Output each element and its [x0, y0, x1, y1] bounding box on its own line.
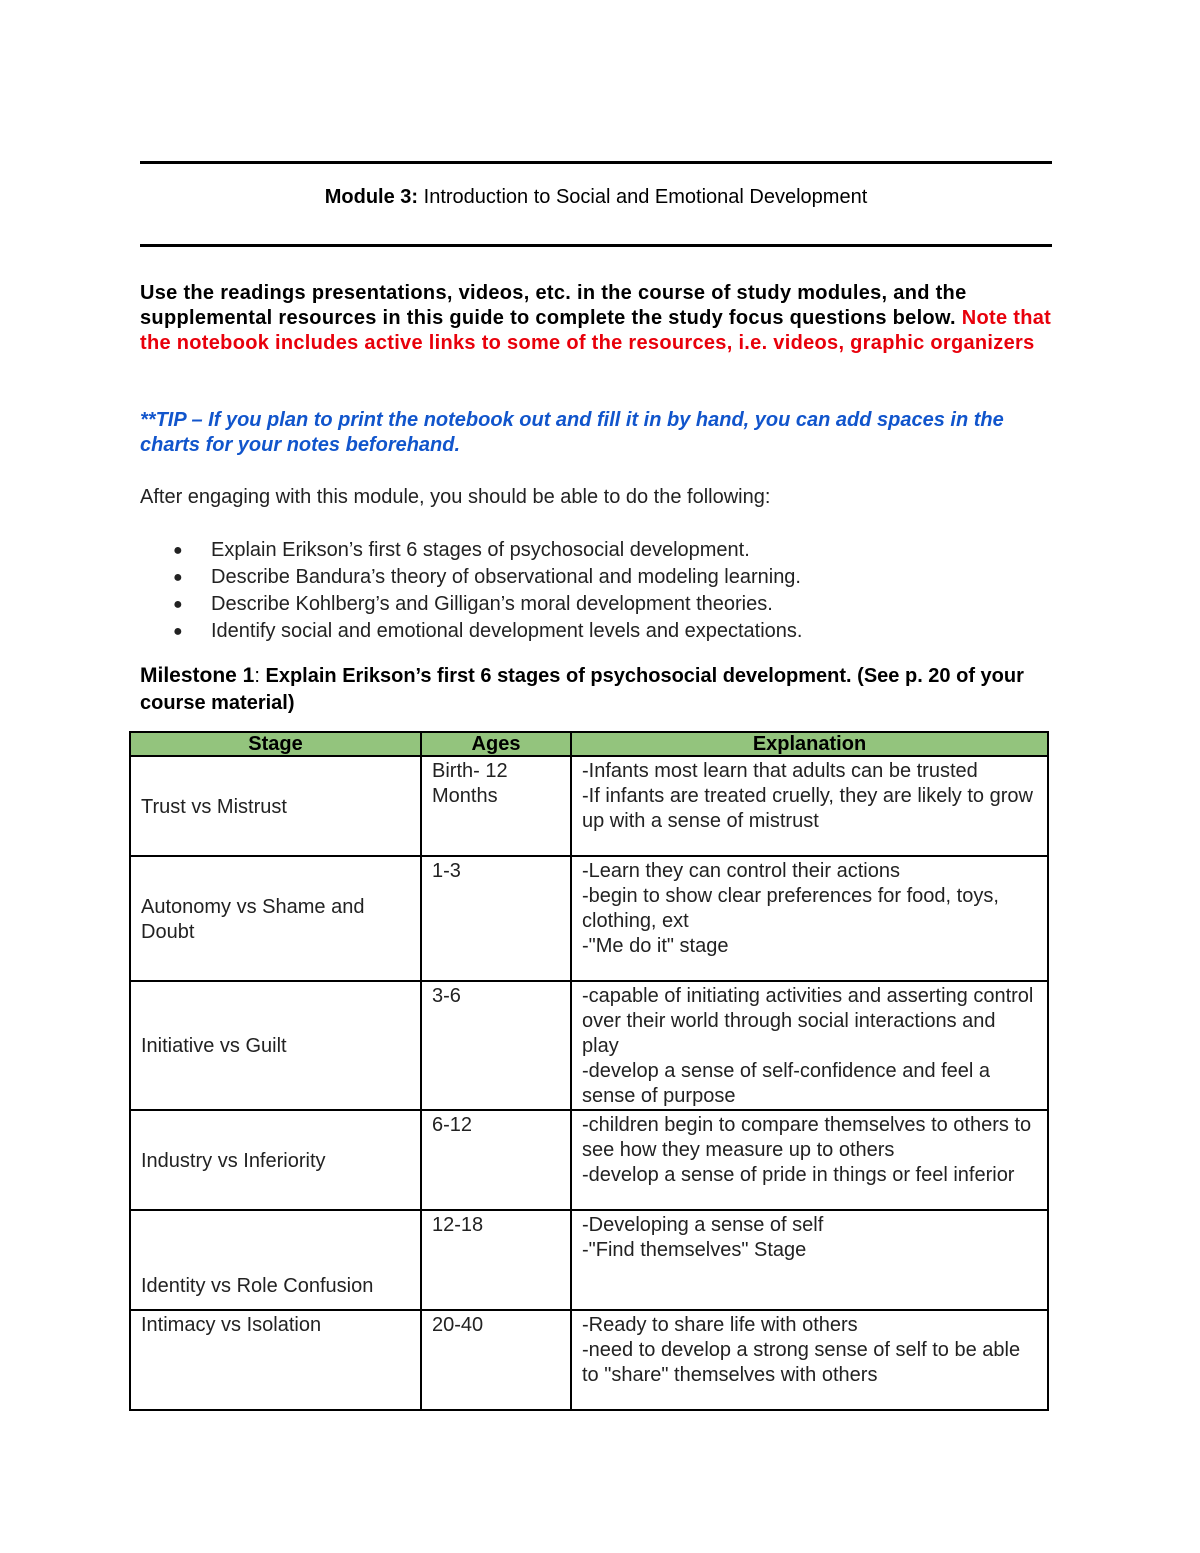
- explanation-line: -develop a sense of pride in things or feel inferior: [582, 1164, 1015, 1186]
- objectives-list: [140, 537, 1055, 645]
- module-title: [140, 184, 1052, 210]
- objective-text: Describe Kohlberg’s and Gilligan’s moral development theories.: [211, 593, 773, 615]
- explanation-line: -begin to show clear preferences for food, toys, clothing, ext: [582, 885, 999, 932]
- table-row: [130, 856, 1048, 981]
- objective-text: Identify social and emotional development levels and expectations.: [211, 620, 803, 642]
- table-header-row: [130, 732, 1048, 756]
- table-row: [130, 1210, 1048, 1310]
- table-row: [130, 1110, 1048, 1210]
- header-explanation: Explanation: [571, 732, 1048, 756]
- explanation-cell: [571, 981, 1048, 1110]
- ages-cell: Birth- 12 Months: [421, 756, 571, 856]
- list-item: [140, 537, 1055, 564]
- module-name: Introduction to Social and Emotional Development: [423, 186, 868, 208]
- explanation-line: -Developing a sense of self: [582, 1214, 824, 1236]
- stage-cell: Initiative vs Guilt: [130, 981, 421, 1110]
- header-stage: Stage: [130, 732, 421, 756]
- explanation-line: -Infants most learn that adults can be trusted: [582, 760, 978, 782]
- explanation-line: -children begin to compare themselves to others to see how they measure up to others: [582, 1114, 1032, 1161]
- intro-paragraph: [140, 281, 1055, 356]
- list-item: [140, 564, 1055, 591]
- bullet-icon: ●: [173, 569, 183, 586]
- table-row: [130, 756, 1048, 856]
- explanation-cell: [571, 856, 1048, 981]
- milestone-heading: [140, 662, 1055, 717]
- milestone-text: Explain Erikson’s first 6 stages of psychosocial development. (See p. 20 of your course material): [140, 665, 1024, 714]
- stage-cell: Identity vs Role Confusion: [130, 1210, 421, 1310]
- table-row: [130, 981, 1048, 1110]
- bottom-divider: [140, 244, 1052, 247]
- explanation-line: -Ready to share life with others: [582, 1314, 858, 1336]
- bullet-icon: ●: [173, 542, 183, 559]
- bullet-icon: ●: [173, 623, 183, 640]
- module-label: Module 3:: [324, 186, 419, 208]
- explanation-line: -Learn they can control their actions: [582, 860, 900, 882]
- bullet-icon: ●: [173, 596, 183, 613]
- ages-cell: 6-12: [421, 1110, 571, 1210]
- stage-cell: Intimacy vs Isolation: [130, 1310, 421, 1410]
- explanation-line: -If infants are treated cruelly, they are likely to grow up with a sense of mistrust: [582, 785, 1033, 832]
- header-ages: Ages: [421, 732, 571, 756]
- top-divider: [140, 161, 1052, 164]
- explanation-line: -need to develop a strong sense of self to be able to "share" themselves with others: [582, 1339, 1021, 1386]
- explanation-cell: [571, 1210, 1048, 1310]
- stage-cell: Industry vs Inferiority: [130, 1110, 421, 1210]
- list-item: [140, 591, 1055, 618]
- stage-cell: Autonomy vs Shame and Doubt: [130, 856, 421, 981]
- ages-cell: 20-40: [421, 1310, 571, 1410]
- explanation-line: -develop a sense of self-confidence and feel a sense of purpose: [582, 1060, 991, 1107]
- intro-note: Note that the notebook includes active links to some of the resources, i.e. videos, graphic organizers: [140, 307, 1052, 354]
- ages-cell: 3-6: [421, 981, 571, 1110]
- stage-cell: Trust vs Mistrust: [130, 756, 421, 856]
- objectives-intro: After engaging with this module, you should be able to do the following:: [140, 486, 771, 508]
- explanation-cell: [571, 1310, 1048, 1410]
- list-item: [140, 618, 1055, 645]
- objective-text: Describe Bandura’s theory of observational and modeling learning.: [211, 566, 801, 588]
- erikson-stages-table: [129, 731, 1049, 1411]
- explanation-cell: [571, 756, 1048, 856]
- intro-text: Use the readings presentations, videos, etc. in the course of study modules, and the supplemental resources in this guide to complete the study focus questions below.: [140, 282, 967, 329]
- explanation-line: -capable of initiating activities and asserting control over their world through social interactions and play: [582, 985, 1034, 1057]
- explanation-line: -"Me do it" stage: [582, 935, 729, 957]
- table-row: [130, 1310, 1048, 1410]
- ages-cell: 12-18: [421, 1210, 571, 1310]
- explanation-cell: [571, 1110, 1048, 1210]
- objective-text: Explain Erikson’s first 6 stages of psychosocial development.: [211, 539, 750, 561]
- explanation-line: -"Find themselves" Stage: [582, 1239, 807, 1261]
- milestone-label: Milestone 1: [140, 664, 255, 687]
- milestone-colon: :: [254, 665, 260, 687]
- tip-paragraph: **TIP – If you plan to print the notebook out and fill it in by hand, you can add spaces in the charts for your notes beforehand.: [140, 409, 1004, 456]
- ages-cell: 1-3: [421, 856, 571, 981]
